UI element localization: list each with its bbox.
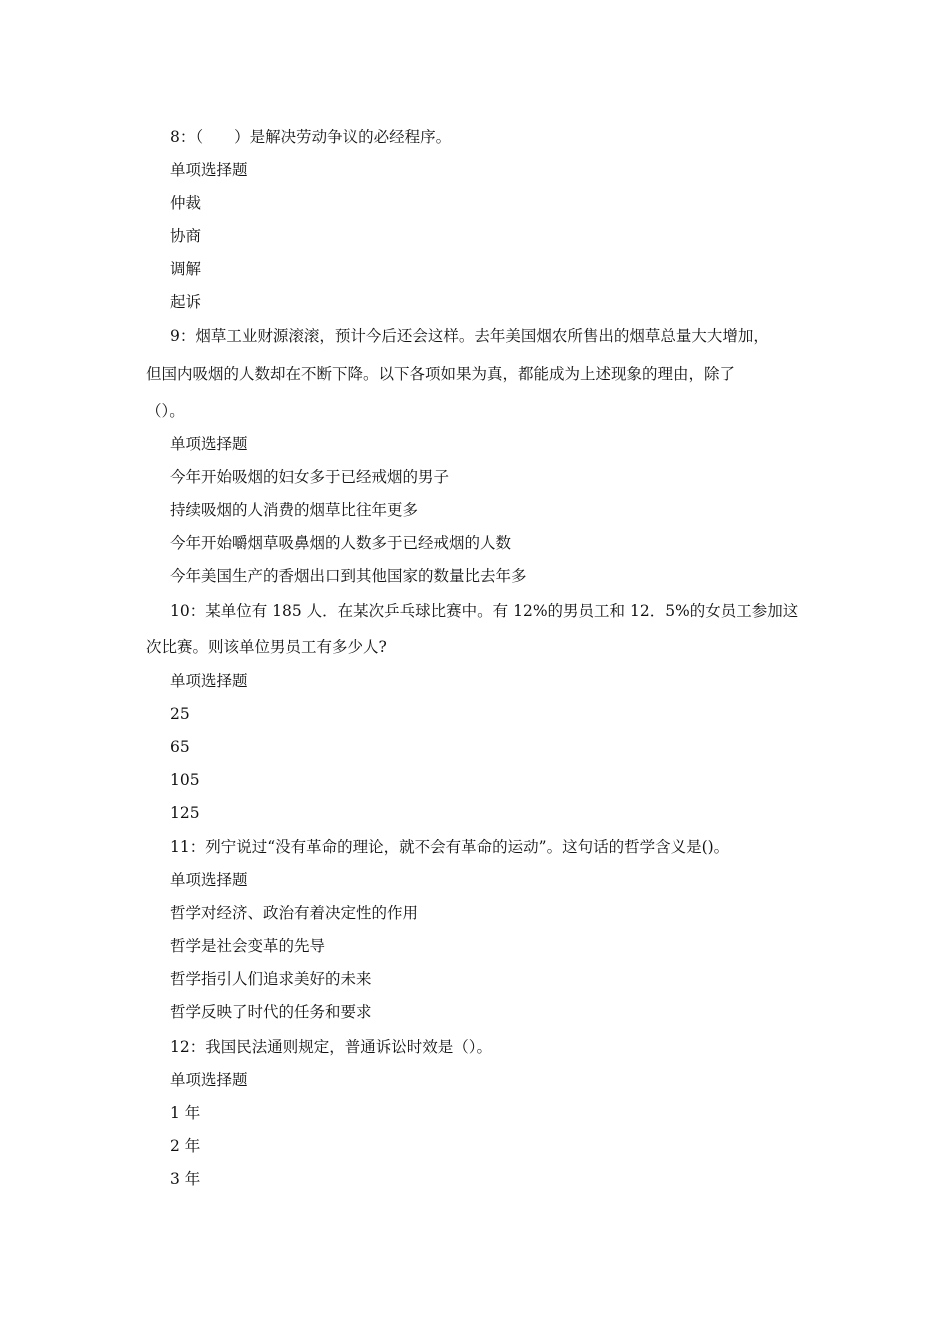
question-12-option-1: 1 年: [170, 1104, 201, 1122]
question-9-type: 单项选择题: [170, 435, 248, 453]
question-9-option-4: 今年美国生产的香烟出口到其他国家的数量比去年多: [170, 567, 527, 585]
question-9-stem-line-2: 但国内吸烟的人数却在不断下降。以下各项如果为真，都能成为上述现象的理由，除了: [146, 365, 736, 383]
question-12-option-3: 3 年: [170, 1170, 201, 1188]
question-8-option-4: 起诉: [170, 293, 202, 311]
question-11-stem: 11：列宁说过“没有革命的理论，就不会有革命的运动”。这句话的哲学含义是()。: [170, 838, 730, 856]
question-9-option-1: 今年开始吸烟的妇女多于已经戒烟的男子: [170, 468, 450, 486]
question-8-stem: 8：（ ）是解决劳动争议的必经程序。: [170, 128, 452, 146]
question-9-option-3: 今年开始嚼烟草吸鼻烟的人数多于已经戒烟的人数: [170, 534, 512, 552]
question-11-type: 单项选择题: [170, 871, 248, 889]
question-12-type: 单项选择题: [170, 1071, 248, 1089]
question-9-stem-line-1: 9：烟草工业财源滚滚，预计今后还会这样。去年美国烟农所售出的烟草总量大大增加，: [170, 327, 769, 345]
question-11-option-2: 哲学是社会变革的先导: [170, 937, 326, 955]
question-11-option-1: 哲学对经济、政治有着决定性的作用: [170, 904, 419, 922]
question-11-option-3: 哲学指引人们追求美好的未来: [170, 970, 372, 988]
question-10-option-4: 125: [170, 804, 200, 822]
question-10-type: 单项选择题: [170, 672, 248, 690]
question-8-option-1: 仲裁: [170, 194, 202, 212]
question-8-option-2: 协商: [170, 227, 202, 245]
question-9-stem-line-3: （）。: [146, 402, 185, 420]
question-11-option-4: 哲学反映了时代的任务和要求: [170, 1003, 372, 1021]
question-10-stem-line-2: 次比赛。则该单位男员工有多少人?: [146, 638, 387, 656]
question-12-stem: 12：我国民法通则规定，普通诉讼时效是（）。: [170, 1038, 492, 1056]
question-10-option-2: 65: [170, 738, 190, 756]
question-10-stem-line-1: 10：某单位有 185 人．在某次乒乓球比赛中。有 12%的男员工和 12．5%的女员工参加这: [170, 602, 799, 620]
question-12-option-2: 2 年: [170, 1137, 201, 1155]
question-9-option-2: 持续吸烟的人消费的烟草比往年更多: [170, 501, 419, 519]
question-10-option-1: 25: [170, 705, 190, 723]
question-8-option-3: 调解: [170, 260, 202, 278]
question-8-type: 单项选择题: [170, 161, 248, 179]
question-10-option-3: 105: [170, 771, 200, 789]
